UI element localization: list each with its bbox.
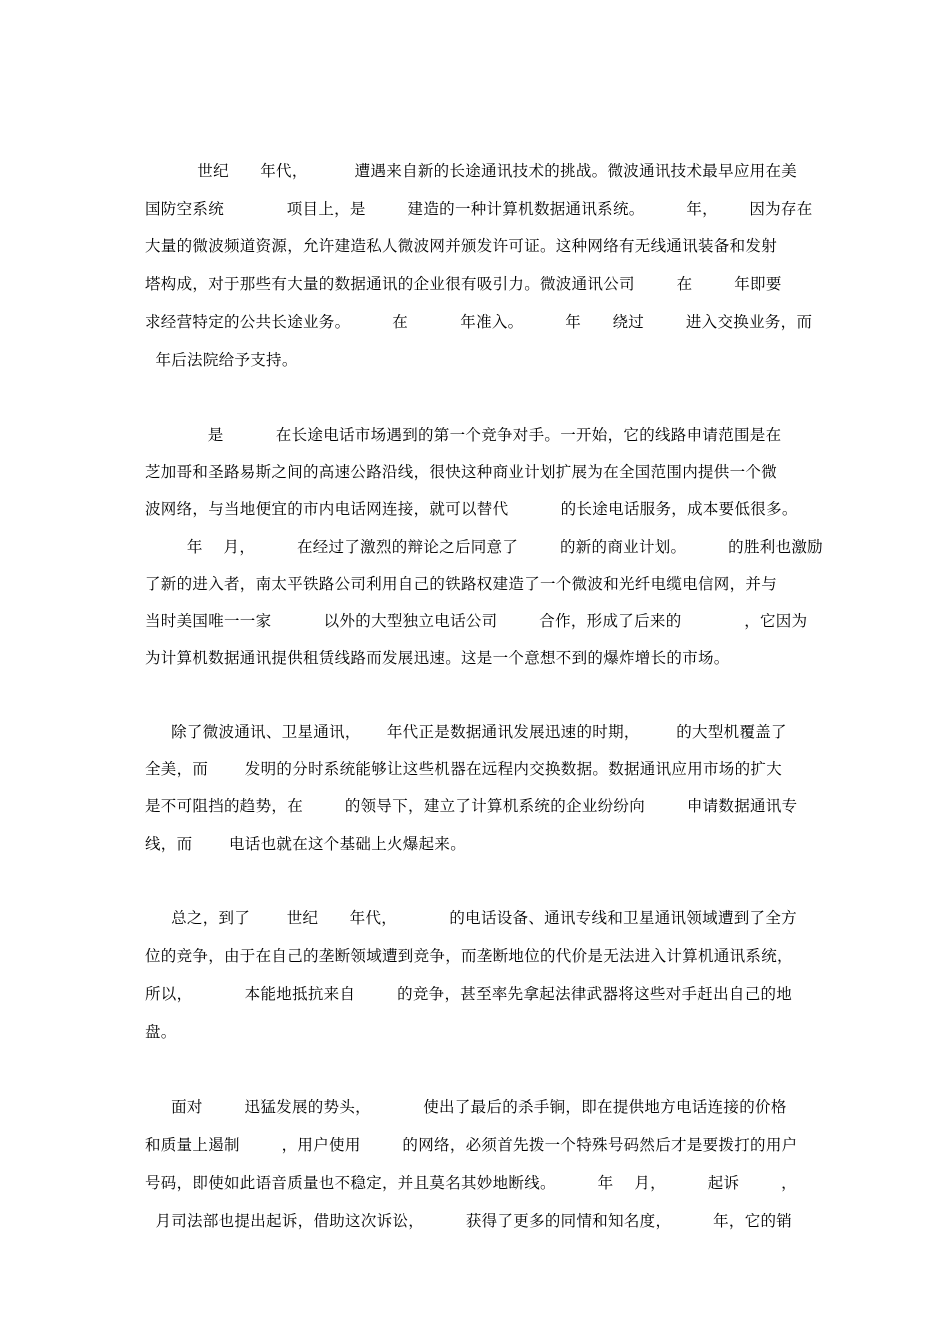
text-line: 全美，而 发明的分时系统能够让这些机器在远程内交换数据。数据通讯应用市场的扩大 bbox=[145, 760, 782, 778]
text-line: 芝加哥和圣路易斯之间的高速公路沿线，很快这种商业计划扩展为在全国范围内提供一个微 bbox=[145, 463, 778, 481]
text-line: 总之，到了 世纪 年代， 的电话设备、通讯专线和卫星通讯领域遭到了全方 bbox=[145, 909, 797, 927]
text-line: 盘。 bbox=[145, 1023, 177, 1041]
text-line: 大量的微波频道资源，允许建造私人微波网并颁发许可证。这种网络有无线通讯装备和发射 bbox=[145, 237, 778, 255]
text-line: 面对 迅猛发展的势头， 使出了最后的杀手锏，即在提供地方电话连接的价格 bbox=[145, 1098, 787, 1116]
text-line: 线，而 电话也就在这个基础上火爆起来。 bbox=[145, 835, 466, 853]
text-line: 求经营特定的公共长途业务。 在 年准入。 年 绕过 进入交换业务，而 bbox=[145, 313, 813, 331]
text-line: 位的竞争，由于在自己的垄断领域遭到竞争，而垄断地位的代价是无法进入计算机通讯系统， bbox=[145, 947, 793, 965]
text-line: 所以， 本能地抵抗来自 的竞争，甚至率先拿起法律武器将这些对手赶出自己的地 bbox=[145, 985, 793, 1003]
text-line: 世纪 年代， 遭遇来自新的长途通讯技术的挑战。微波通讯技术最早应用在美 bbox=[145, 162, 798, 180]
text-line: 为计算机数据通讯提供租赁线路而发展迅速。这是一个意想不到的爆炸增长的市场。 bbox=[145, 649, 730, 667]
text-line: 国防空系统 项目上，是 建造的一种计算机数据通讯系统。 年， 因为存在 bbox=[145, 200, 813, 218]
text-line: 除了微波通讯、卫星通讯， 年代正是数据通讯发展迅速的时期， 的大型机覆盖了 bbox=[145, 723, 787, 741]
text-line: 塔构成，对于那些有大量的数据通讯的企业很有吸引力。微波通讯公司 在 年即要 bbox=[145, 275, 782, 293]
text-line: 是 在长途电话市场遇到的第一个竞争对手。一开始，它的线路申请范围是在 bbox=[145, 426, 782, 444]
text-line: 年后法院给予支持。 bbox=[145, 351, 298, 369]
text-line: 月司法部也提出起诉，借助这次诉讼， 获得了更多的同情和知名度， 年，它的销 bbox=[145, 1212, 793, 1230]
text-line: 号码，即使如此语音质量也不稳定，并且莫名其妙地断线。 年 月， 起诉 ， bbox=[145, 1174, 797, 1192]
text-line: 是不可阻挡的趋势，在 的领导下，建立了计算机系统的企业纷纷向 申请数据通讯专 bbox=[145, 797, 798, 815]
text-line: 年 月， 在经过了激烈的辩论之后同意了 的新的商业计划。 的胜利也激励 bbox=[145, 538, 823, 556]
text-line: 了新的进入者，南太平铁路公司利用自己的铁路权建造了一个微波和光纤电缆电信网，并与 bbox=[145, 575, 778, 593]
text-line: 波网络，与当地便宜的市内电话网连接，就可以替代 的长途电话服务，成本要低很多。 bbox=[145, 500, 798, 518]
text-line: 当时美国唯一一家 以外的大型独立电话公司 合作，形成了后来的 ，它因为 bbox=[145, 612, 808, 630]
text-line: 和质量上遏制 ，用户使用 的网络，必须首先拨一个特殊号码然后才是要拨打的用户 bbox=[145, 1136, 798, 1154]
